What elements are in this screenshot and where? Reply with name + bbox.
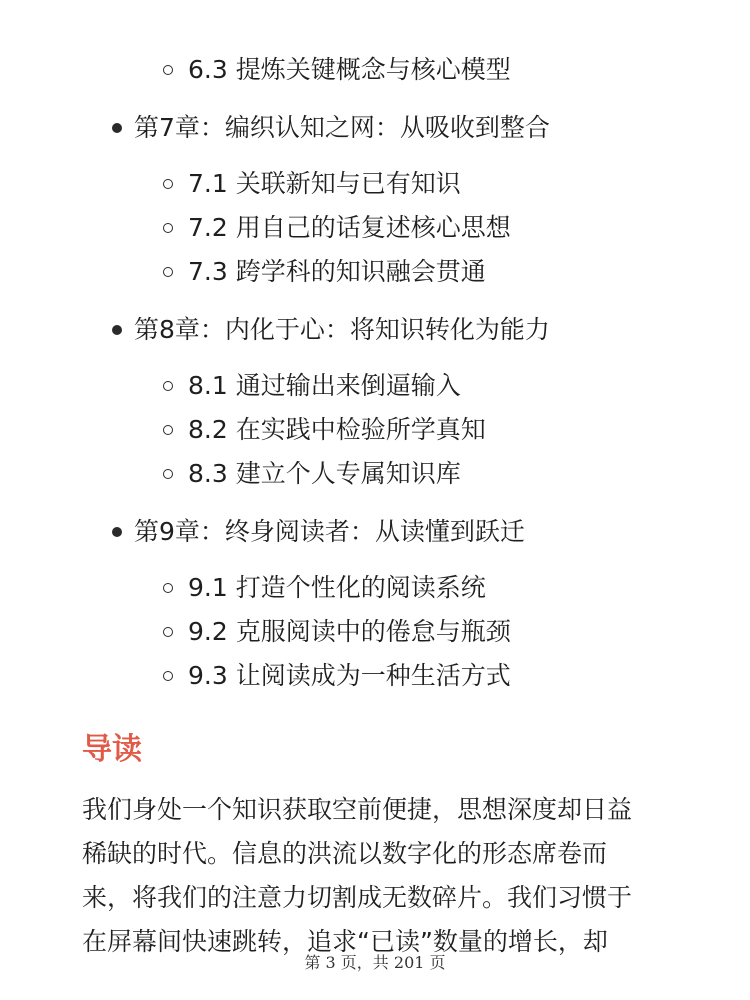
paragraph-line: 我们身处一个知识获取空前便捷，思想深度却日益: [82, 795, 633, 824]
paragraph-line: 在屏幕间快速跳转，追求“已读”数量的增长，却: [82, 927, 608, 956]
toc-item-label: 9.2 克服阅读中的倦怠与瓶颈: [188, 617, 511, 646]
circle-bullet-icon: [163, 425, 173, 435]
toc-item-label: 9.1 打造个性化的阅读系统: [188, 573, 486, 602]
toc-item-label: 9.3 让阅读成为一种生活方式: [188, 661, 511, 690]
disc-bullet-icon: [112, 527, 122, 537]
toc-item-label: 8.1 通过输出来倒逼输入: [188, 371, 461, 400]
section-heading: 导读: [82, 732, 142, 767]
circle-bullet-icon: [163, 583, 173, 593]
toc-item-label: 8.2 在实践中检验所学真知: [188, 415, 486, 444]
circle-bullet-icon: [163, 469, 173, 479]
circle-bullet-icon: [163, 627, 173, 637]
toc-chapter-label: 第9章：终身阅读者：从读懂到跃迁: [134, 517, 525, 546]
toc-item-label: 7.2 用自己的话复述核心思想: [188, 213, 511, 242]
toc-item-label: 6.3 提炼关键概念与核心模型: [188, 55, 511, 84]
paragraph-line: 稀缺的时代。信息的洪流以数字化的形态席卷而: [82, 839, 608, 868]
paragraph-line: 来，将我们的注意力切割成无数碎片。我们习惯于: [82, 883, 633, 912]
toc-chapter-label: 第7章：编织认知之网：从吸收到整合: [134, 113, 550, 142]
circle-bullet-icon: [163, 179, 173, 189]
toc-item-label: 7.1 关联新知与已有知识: [188, 169, 461, 198]
intro-paragraph: [82, 788, 674, 964]
disc-bullet-icon: [112, 123, 122, 133]
circle-bullet-icon: [163, 267, 173, 277]
circle-bullet-icon: [163, 65, 173, 75]
disc-bullet-icon: [112, 325, 122, 335]
circle-bullet-icon: [163, 671, 173, 681]
page-number-footer: 第 3 页，共 201 页: [304, 953, 446, 972]
toc-item-label: 7.3 跨学科的知识融会贯通: [188, 257, 486, 286]
circle-bullet-icon: [163, 223, 173, 233]
circle-bullet-icon: [163, 381, 173, 391]
toc-item-label: 8.3 建立个人专属知识库: [188, 459, 461, 488]
toc-chapter-label: 第8章：内化于心：将知识转化为能力: [134, 315, 550, 344]
